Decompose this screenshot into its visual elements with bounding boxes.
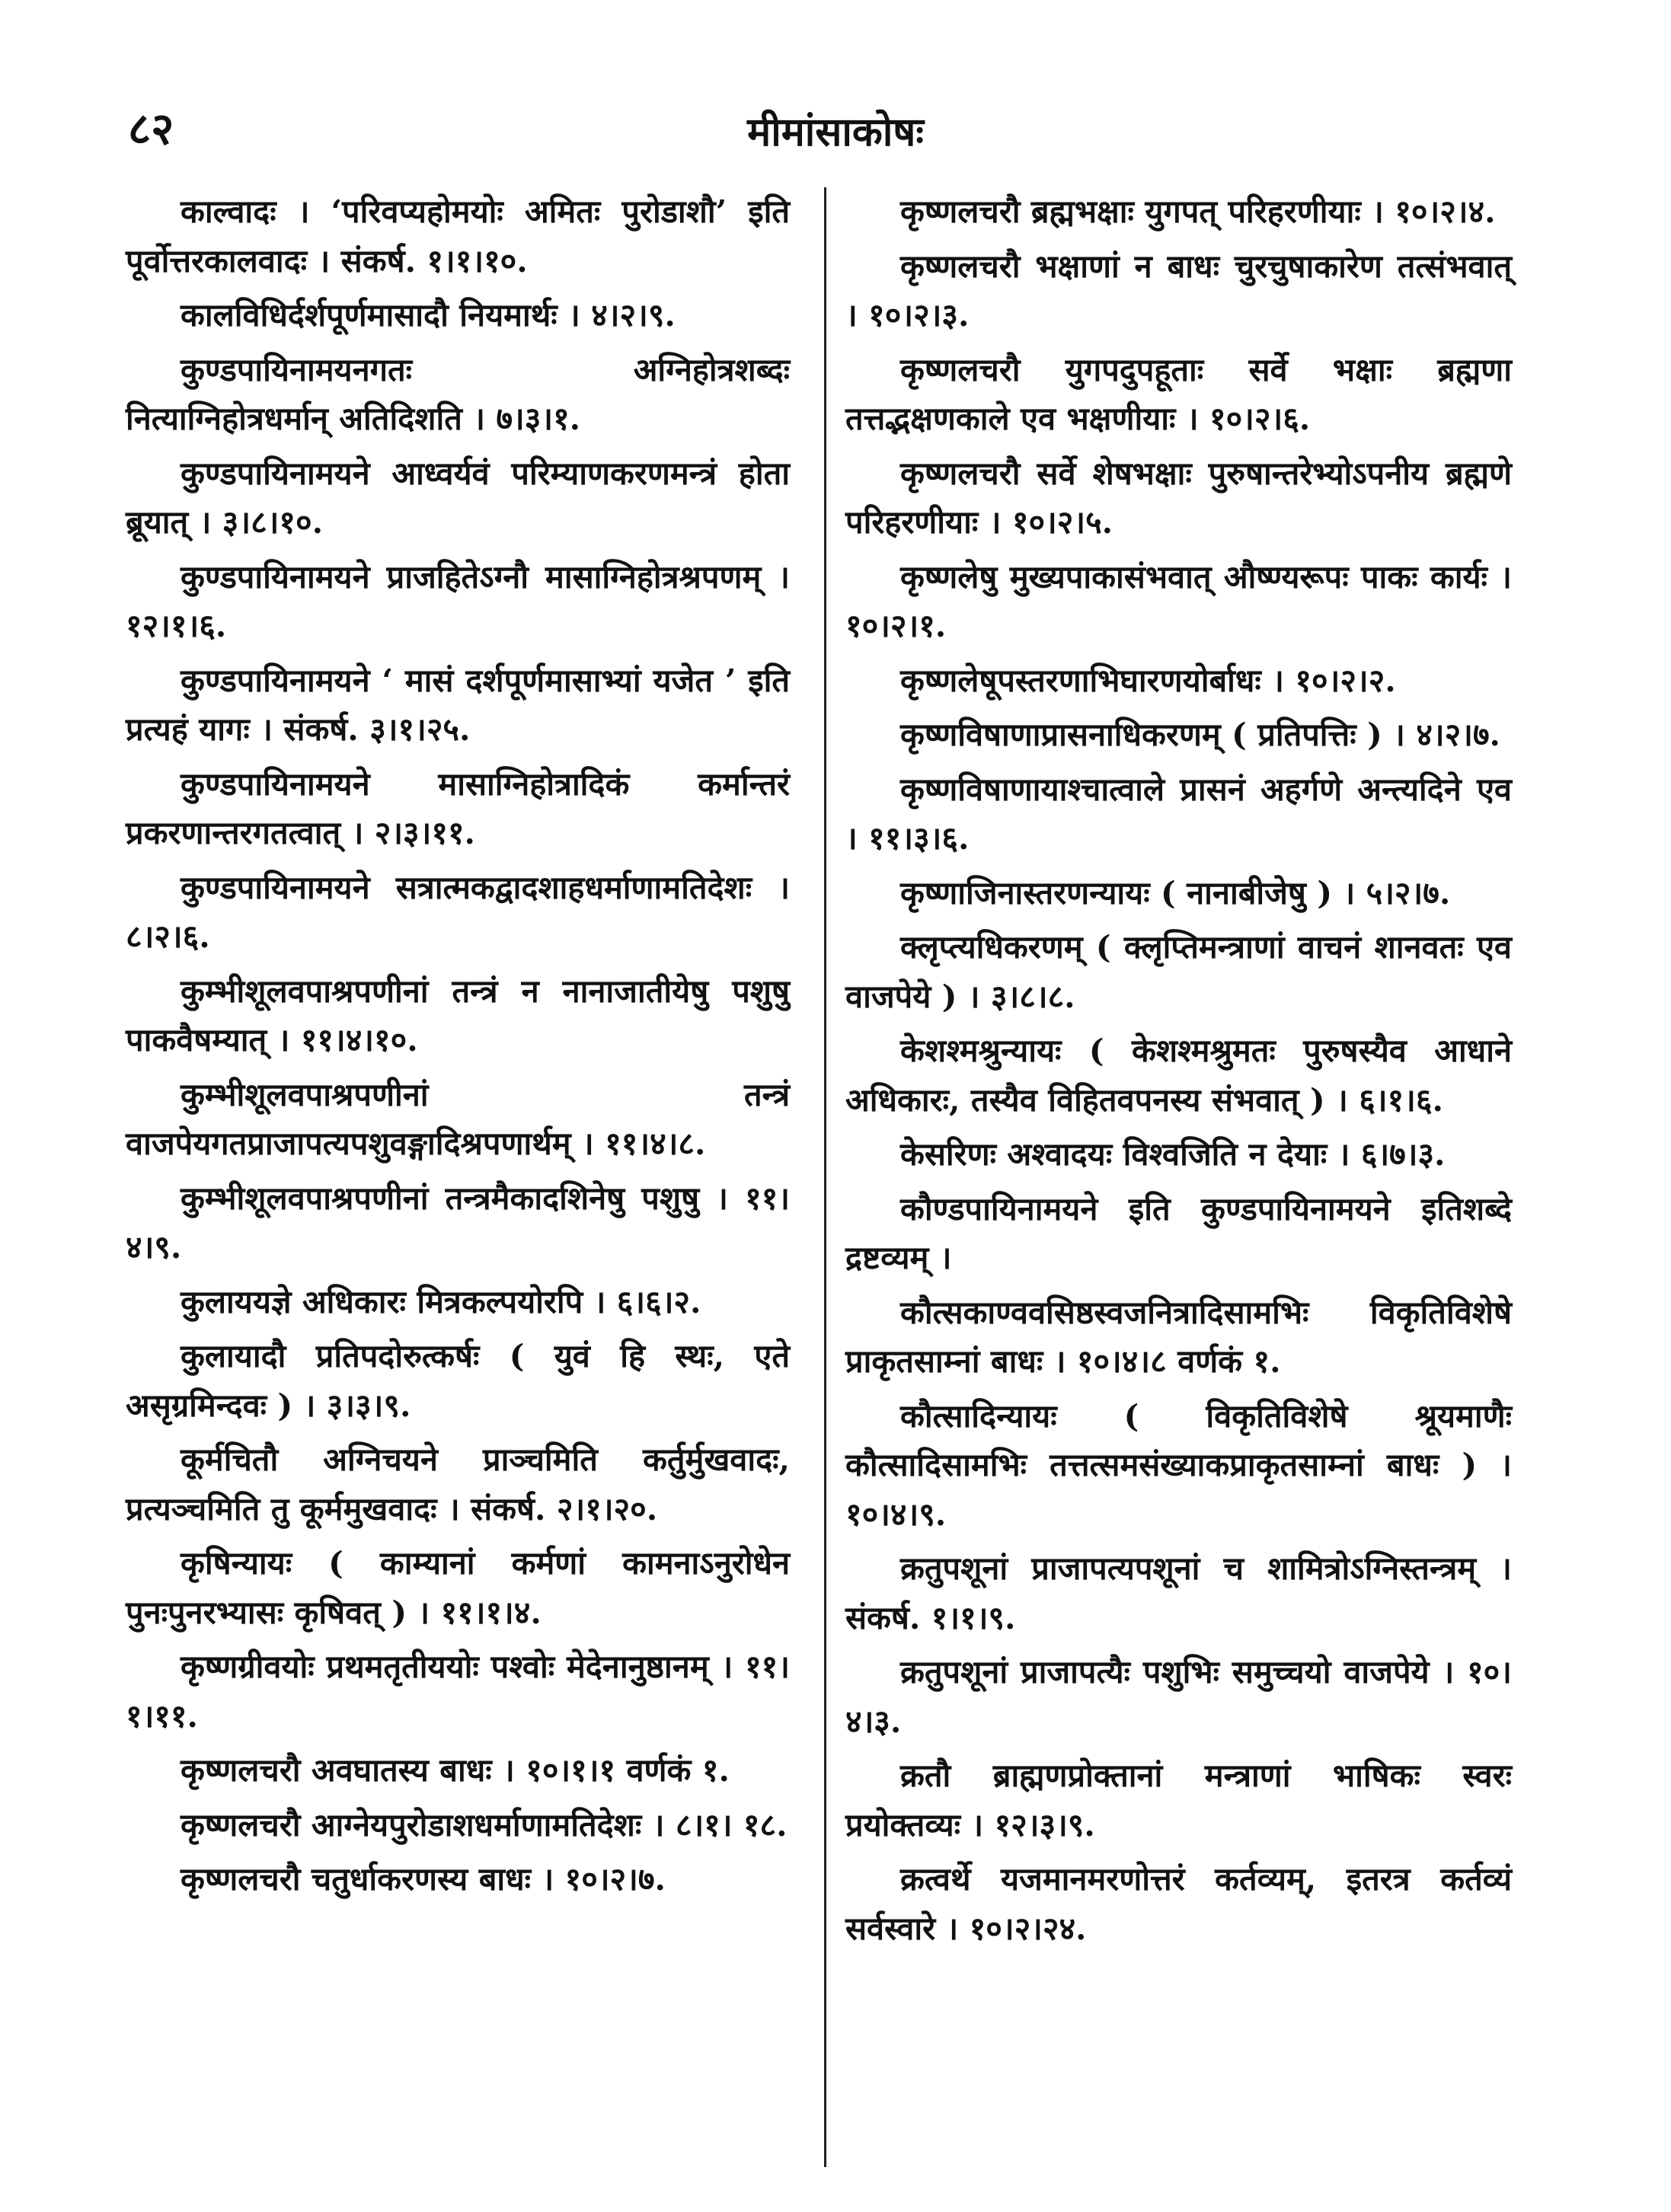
page-number: ८२ xyxy=(128,103,174,155)
dictionary-entry: कुण्डपायिनामयने प्राजहितेऽग्नौ मासाग्निहोत्रश्रपणम् । १२।१।६. xyxy=(126,557,790,644)
dictionary-entry: कृष्णलचरौ आग्नेयपुरोडाशधर्माणामतिदेशः । ८।१। १८. xyxy=(181,1805,788,1843)
dictionary-entry: क्रतुपशूनां प्राजापत्यपशूनां च शामित्रोऽग्निस्तन्त्रम् । संकर्ष. १।१।९. xyxy=(845,1550,1512,1636)
dictionary-entry: कृष्णलचरौ चतुर्धाकरणस्य बाधः । १०।२।७. xyxy=(181,1860,666,1898)
dictionary-entry: कुण्डपायिनामयने ‘ मासं दर्शपूर्णमासाभ्यां यजेत ’ इति प्रत्यहं यागः । संकर्ष. ३।१।२५. xyxy=(126,661,790,748)
dictionary-entry: कुण्डपायिनामयनगतः अग्निहोत्रशब्दः नित्याग्निहोत्रधर्मान् अतिदिशति । ७।३।१. xyxy=(126,350,790,437)
dictionary-entry: केसरिणः अश्वादयः विश्वजिति न देयाः । ६।७।३. xyxy=(900,1135,1446,1173)
dictionary-entry: कृष्णलचरौ सर्वे शेषभक्षाः पुरुषान्तरेभ्योऽपनीय ब्रह्मणे परिहरणीयाः । १०।२।५. xyxy=(845,454,1512,541)
dictionary-entry: कुण्डपायिनामयने मासाग्निहोत्रादिकं कर्मान्तरं प्रकरणान्तरगतत्वात् । २।३।११. xyxy=(126,764,790,851)
dictionary-entry: कृष्णविषाणायाश्चात्वाले प्रासनं अहर्गणे अन्त्यदिने एव । ११।३।६. xyxy=(845,770,1512,857)
dictionary-entry: केशश्मश्रुन्यायः ( केशश्मश्रुमतः पुरुषस्यैव आधाने अधिकारः, तस्यैव विहितवपनस्य संभवात् ) । ६।१।६. xyxy=(845,1032,1512,1119)
dictionary-entry: कुम्भीशूलवपाश्रपणीनां तन्त्रं वाजपेयगतप्राजापत्यपशुवङ्गादिश्रपणार्थम् । ११।४।८. xyxy=(126,1075,790,1162)
dictionary-entry: क्रतौ ब्राह्मणप्रोक्तानां मन्त्राणां भाषिकः स्वरः प्रयोक्तव्यः । १२।३।९. xyxy=(845,1757,1512,1843)
dictionary-entry: कृषिन्यायः ( काम्यानां कर्मणां कामनाऽनुरोधेन पुनःपुनरभ्यासः कृषिवत् ) । ११।१।४. xyxy=(126,1544,790,1631)
dictionary-entry: कुण्डपायिनामयने आध्वर्यवं परिम्याणकरणमन्त्रं होता ब्रूयात् । ३।८।१०. xyxy=(126,454,790,541)
dictionary-entry: कृष्णलचरौ अवघातस्य बाधः । १०।१।१ वर्णकं १. xyxy=(181,1751,730,1789)
dictionary-entry: कौत्सकाण्ववसिष्ठस्वजनित्रादिसामभिः विकृतिविशेषे प्राकृतसाम्नां बाधः । १०।४।८ वर्णकं १. xyxy=(845,1293,1512,1380)
dictionary-entry: कृष्णलेषूपस्तरणाभिघारणयोर्बाधः । १०।२।२. xyxy=(900,661,1396,699)
page-title: मीमांसाकोषः xyxy=(747,109,924,155)
column-divider xyxy=(824,187,826,2167)
dictionary-entry: कृष्णलचरौ युगपदुपहूताः सर्वे भक्षाः ब्रह्मणा तत्तद्भक्षणकाले एव भक्षणीयाः । १०।२।६. xyxy=(845,350,1512,437)
dictionary-entry: कुम्भीशूलवपाश्रपणीनां तन्त्रं न नानाजातीयेषु पशुषु पाकवैषम्यात् । ११।४।१०. xyxy=(126,972,790,1058)
left-column xyxy=(126,187,790,1910)
dictionary-entry: कृष्णलचरौ ब्रह्मभक्षाः युगपत् परिहरणीयाः । १०।२।४. xyxy=(900,193,1496,230)
dictionary-entry: कुम्भीशूलवपाश्रपणीनां तन्त्रमैकादशिनेषु पशुषु । ११।४।९. xyxy=(126,1179,790,1266)
dictionary-entry: कृष्णविषाणाप्रासनाधिकरणम् ( प्रतिपत्तिः ) । ४।२।७. xyxy=(900,716,1500,753)
dictionary-entry: कुण्डपायिनामयने सत्रात्मकद्वादशाहधर्माणामतिदेशः । ८।२।६. xyxy=(126,868,790,955)
dictionary-entry: कुलायादौ प्रतिपदोरुत्कर्षः ( युवं हि स्थः, एते असृग्रमिन्दवः ) । ३।३।९. xyxy=(126,1337,790,1424)
dictionary-entry: कृष्णग्रीवयोः प्रथमतृतीययोः पश्वोः मेदेनानुष्ठानम् । ११।१।११. xyxy=(126,1648,790,1735)
dictionary-entry: कृष्णाजिनास्तरणन्यायः ( नानाबीजेषु ) । ५।२।७. xyxy=(900,873,1451,911)
dictionary-entry: कृष्णलचरौ भक्षाणां न बाधः चुरचुषाकारेण तत्संभवात् । १०।२।३. xyxy=(845,247,1512,334)
dictionary-entry: कौत्सादिन्यायः ( विकृतिविशेषे श्रूयमाणैः कौत्सादिसामभिः तत्तत्समसंख्याकप्राकृतसाम्नां बाधः ) । १०।४।९. xyxy=(845,1396,1512,1533)
dictionary-entry: क्लृप्त्यधिकरणम् ( क्लृप्तिमन्त्राणां वाचनं शानवतः एव वाजपेये ) । ३।८।८. xyxy=(845,928,1512,1015)
dictionary-entry: क्रत्वर्थे यजमानमरणोत्तरं कर्तव्यम्, इतरत्र कर्तव्यं सर्वस्वारे । १०।२।२४. xyxy=(845,1860,1512,1947)
dictionary-entry: कालविधिर्दर्शपूर्णमासादौ नियमार्थः । ४।२।९. xyxy=(181,296,676,334)
dictionary-entry: कूर्मचितौ अग्निचयने प्राञ्चमिति कर्तुर्मुखवादः, प्रत्यञ्चमिति तु कूर्ममुखवादः । संकर्ष. २।१।२०. xyxy=(126,1441,790,1527)
dictionary-entry: काल्वादः । ‘परिवप्यहोमयोः अमितः पुरोडाशौ’ इति पूर्वोत्तरकालवादः । संकर्ष. १।१।१०. xyxy=(126,193,790,279)
right-column xyxy=(845,187,1512,1958)
dictionary-entry: कृष्णलेषु मुख्यपाकासंभवात् औष्ण्यरूपः पाकः कार्यः । १०।२।१. xyxy=(845,557,1512,644)
dictionary-entry: कौण्डपायिनामयने इति कुण्डपायिनामयने इतिशब्दे द्रष्टव्यम् । xyxy=(845,1189,1512,1276)
dictionary-entry: क्रतुपशूनां प्राजापत्यैः पशुभिः समुच्चयो वाजपेये । १०।४।३. xyxy=(845,1653,1512,1740)
dictionary-entry: कुलाययज्ञे अधिकारः मित्रकल्पयोरपि । ६।६।२. xyxy=(181,1282,701,1320)
